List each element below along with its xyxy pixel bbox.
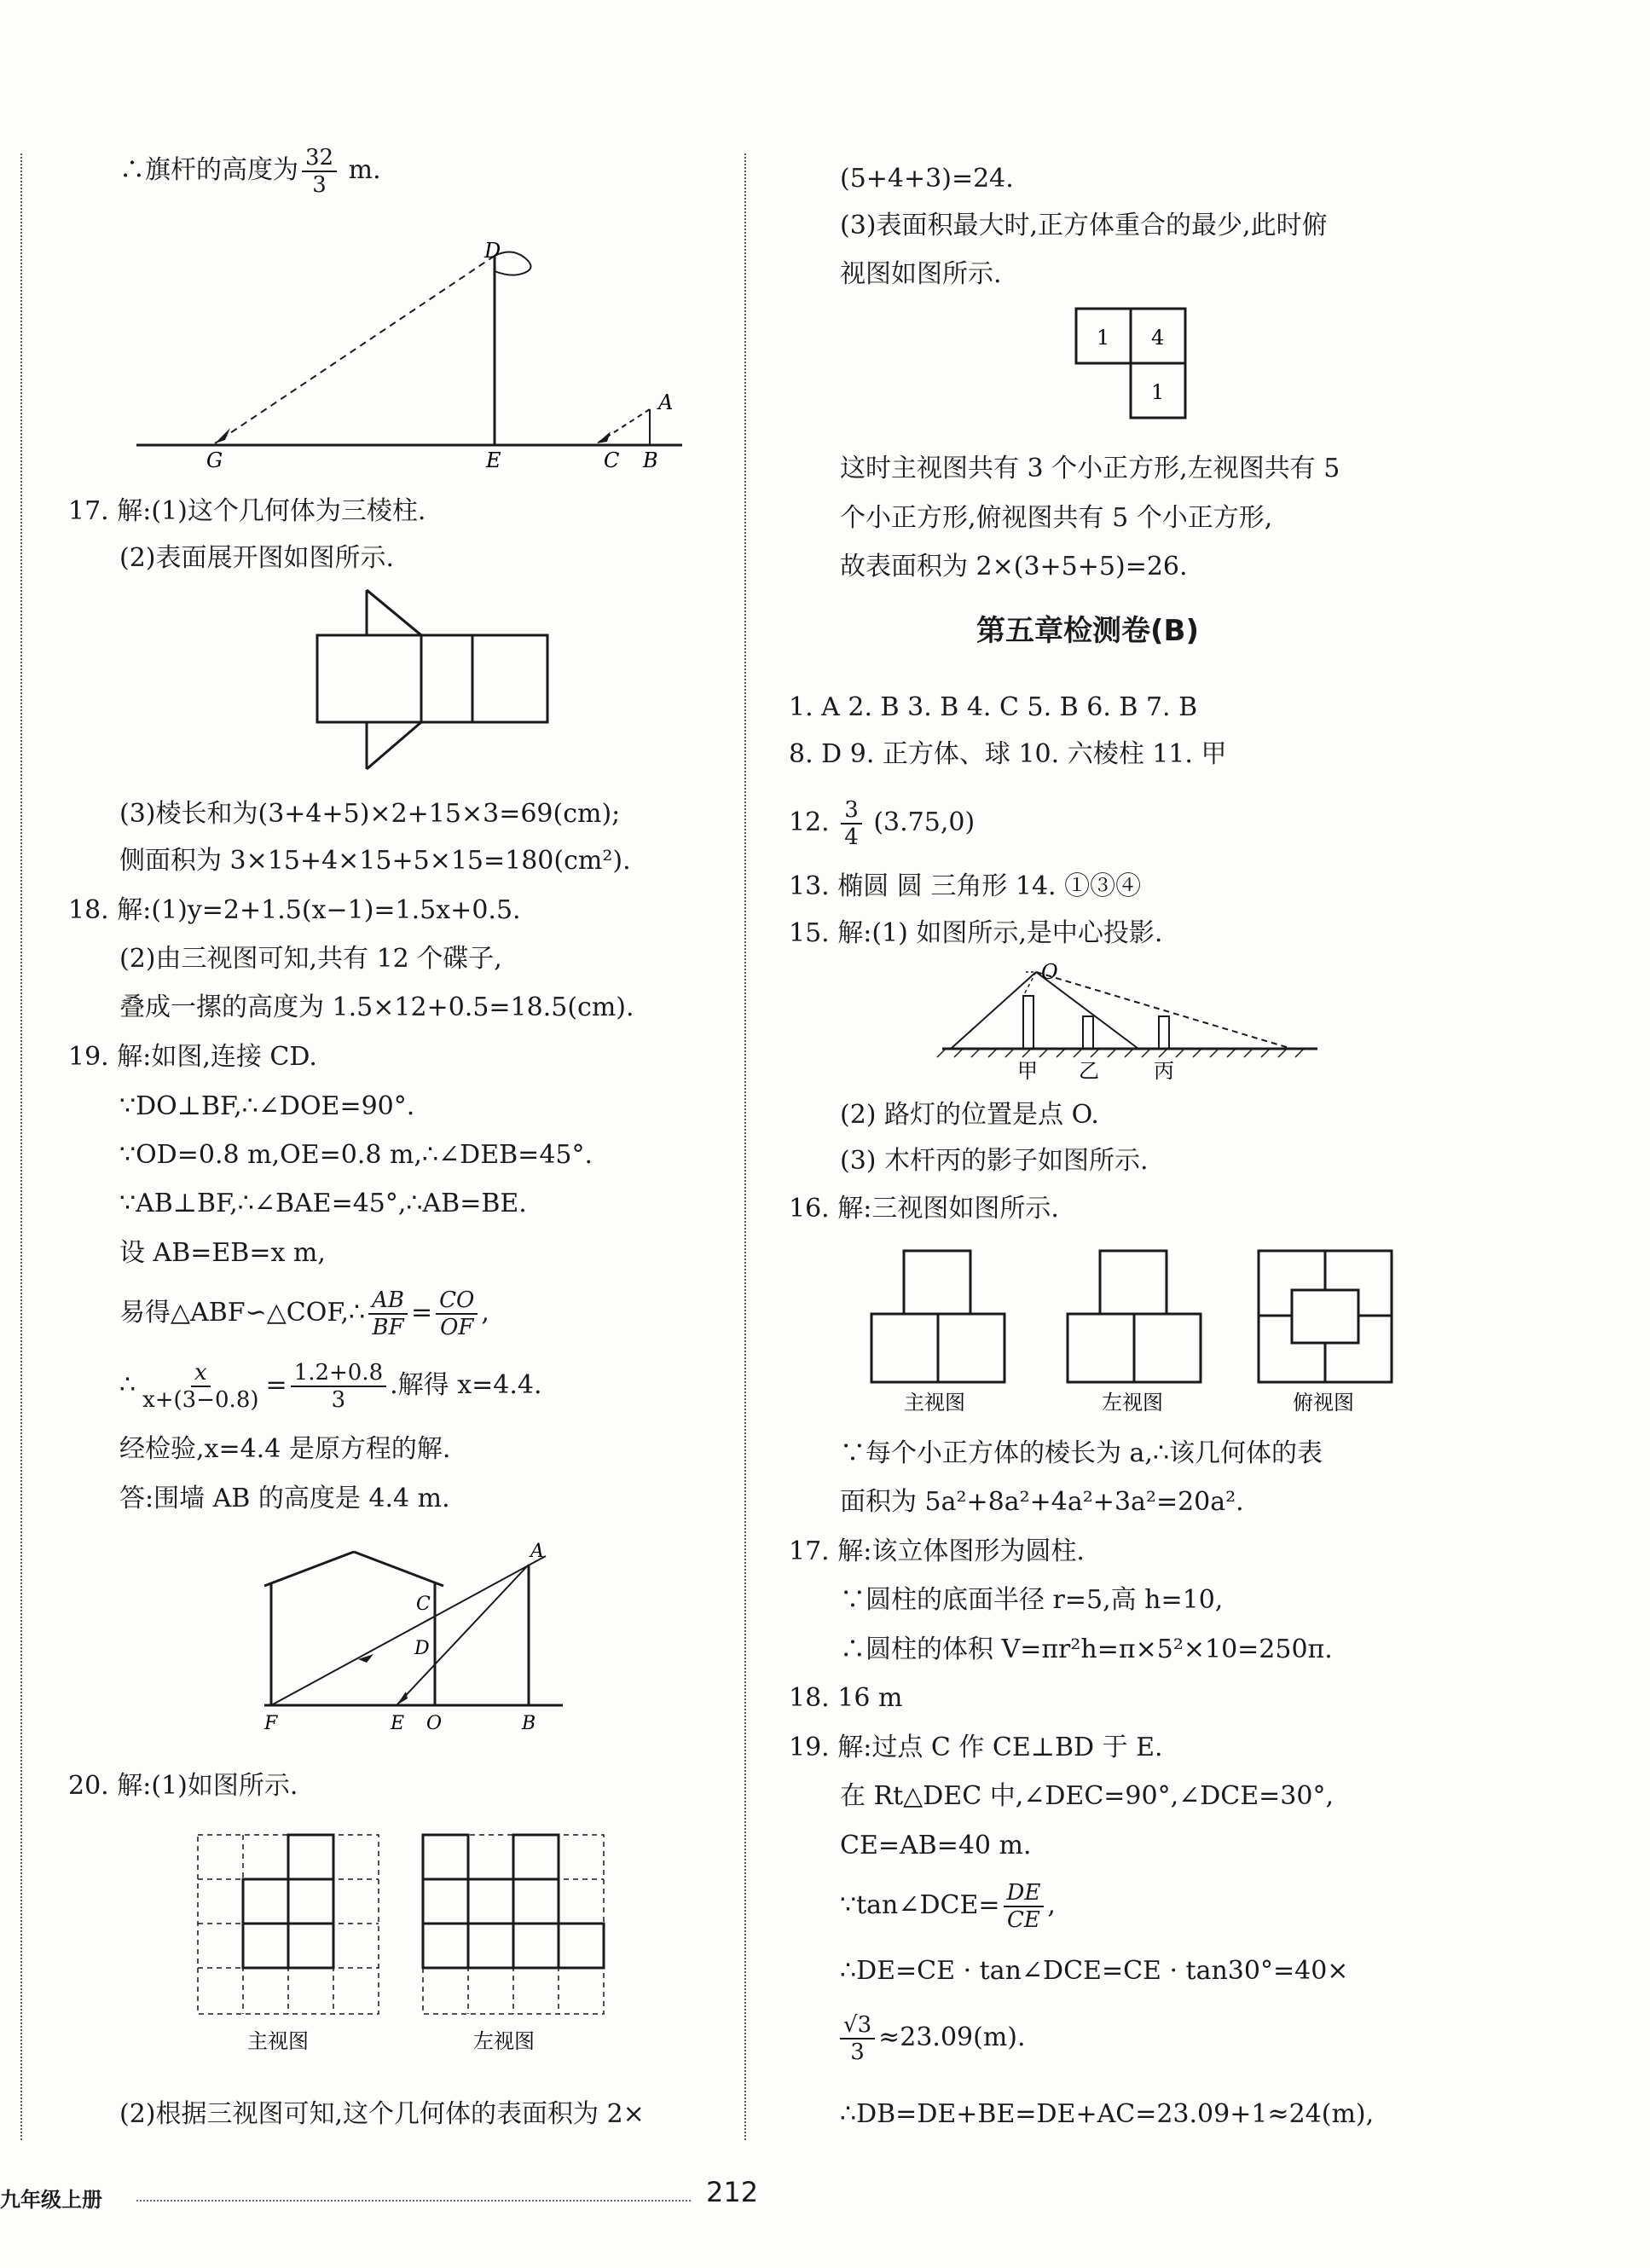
grid-caption-left: 左视图	[473, 2029, 535, 2053]
q17-line3: (3)棱长和为(3+4+5)×2+15×3=69(cm);	[119, 799, 621, 829]
answers-line5: 15. 解:(1) 如图所示,是中心投影.	[789, 918, 1163, 948]
answers-line7: (3) 木杆丙的影子如图所示.	[840, 1146, 1149, 1176]
label-yi: 乙	[1079, 1059, 1099, 1083]
page-number: 212	[706, 2176, 759, 2208]
footer-rule	[136, 2200, 691, 2201]
answers-line2: 8. D 9. 正方体、球 10. 六棱柱 11. 甲	[789, 739, 1227, 769]
label-bing: 丙	[1154, 1059, 1174, 1083]
footer-book: 九年级上册	[0, 2188, 102, 2212]
flagpole-figure	[136, 239, 733, 472]
q18-line2: (2)由三视图可知,共有 12 个碟子,	[119, 944, 502, 974]
column-divider	[744, 153, 746, 2140]
q20-line2: (2)根据三视图可知,这个几何体的表面积为 2×	[119, 2099, 645, 2129]
label-B: B	[643, 448, 658, 472]
r-line2: (3)表面积最大时,正方体重合的最少,此时俯	[840, 211, 1328, 240]
top-view-figure	[1074, 307, 1194, 426]
label-O: O	[426, 1713, 443, 1734]
r-line5: 个小正方形,俯视图共有 5 个小正方形,	[840, 503, 1273, 533]
r-line1: (5+4+3)=24.	[840, 164, 1014, 194]
label-O: O	[1041, 960, 1058, 984]
answers-line16: 在 Rt△DEC 中,∠DEC=90°,∠DCE=30°,	[840, 1781, 1334, 1811]
view-caption-front: 主视图	[904, 1391, 965, 1415]
label-C: C	[604, 448, 620, 472]
q20-line1: 20. 解:(1)如图所示.	[68, 1771, 298, 1801]
cell-value: 4	[1151, 326, 1165, 350]
q17-line2: (2)表面展开图如图所示.	[119, 543, 395, 573]
answers-line19: ∴DE=CE · tan∠DCE=CE · tan30°=40×	[840, 1956, 1349, 1986]
r-line3: 视图如图所示.	[840, 259, 1002, 289]
view-caption-left: 左视图	[1102, 1391, 1163, 1415]
q18-line3: 叠成一摞的高度为 1.5×12+0.5=18.5(cm).	[119, 992, 634, 1022]
r-line6: 故表面积为 2×(3+5+5)=26.	[840, 552, 1188, 581]
answers-line17: CE=AB=40 m.	[840, 1831, 1032, 1860]
label-jia: 甲	[1017, 1059, 1038, 1083]
q19-line5: 设 AB=EB=x m,	[119, 1238, 326, 1268]
answers-line10: 面积为 5a²+8a²+4a²+3a²=20a².	[840, 1487, 1244, 1517]
answers-line21: ∴DB=DE+BE=DE+AC=23.09+1≈24(m),	[840, 2099, 1375, 2129]
answers-line6: (2) 路灯的位置是点 O.	[840, 1100, 1099, 1130]
label-D: D	[414, 1638, 430, 1659]
q19-line7: ∴ $\frac{x}{x+(3-0.8)}$ = $\frac{1.2+0.8}{3}$ .解得 x=4.4.	[119, 1360, 542, 1413]
q19-line9: 答:围墙 AB 的高度是 4.4 m.	[119, 1484, 450, 1513]
prism-net-figure	[316, 588, 588, 776]
cell-value: 1	[1097, 326, 1110, 350]
answers-line1: 1. A 2. B 3. B 4. C 5. B 6. B 7. B	[789, 692, 1198, 722]
answers-line9: ∵每个小正方体的棱长为 a,∴该几何体的表	[840, 1438, 1323, 1468]
answers-line18: ∵tan∠DCE= $\frac{DE}{CE}$ ,	[840, 1880, 1056, 1933]
q19-line6: 易得△ABF∽△COF,∴ $\frac{AB}{BF}$ = $\frac{CO}{OF}$ ,	[119, 1287, 489, 1340]
three-views-figure	[870, 1249, 1398, 1420]
q19-line8: 经检验,x=4.4 是原方程的解.	[119, 1434, 451, 1464]
q17-line4: 侧面积为 3×15+4×15+5×15=180(cm²).	[119, 846, 631, 876]
q19-line3: ∵OD=0.8 m,OE=0.8 m,∴∠DEB=45°.	[119, 1140, 593, 1170]
answer-line: ∴旗杆的高度为 $\frac{32}{3}$ m.	[119, 145, 381, 198]
central-projection-figure	[942, 960, 1317, 1083]
answers-line8: 16. 解:三视图如图所示.	[789, 1194, 1059, 1224]
answers-line14: 18. 16 m	[789, 1683, 903, 1713]
label-E: E	[391, 1713, 405, 1734]
cell-value: 1	[1151, 380, 1165, 404]
wall-figure	[256, 1535, 657, 1739]
q19-line1: 19. 解:如图,连接 CD.	[68, 1042, 317, 1072]
answers-line12: ∵圆柱的底面半径 r=5,高 h=10,	[840, 1585, 1224, 1615]
grid-views-figure	[196, 1833, 674, 2063]
answers-line4: 13. 椭圆 圆 三角形 14. ①③④	[789, 871, 1142, 901]
binding-edge	[20, 153, 22, 2140]
label-D: D	[484, 239, 501, 263]
label-A: A	[658, 391, 674, 414]
view-caption-top: 俯视图	[1293, 1391, 1354, 1415]
label-E: E	[486, 448, 501, 472]
r-line4: 这时主视图共有 3 个小正方形,左视图共有 5	[840, 454, 1340, 483]
q19-line2: ∵DO⊥BF,∴∠DOE=90°.	[119, 1091, 415, 1121]
label-C: C	[416, 1594, 431, 1615]
q17-line1: 17. 解:(1)这个几何体为三棱柱.	[68, 496, 426, 526]
q19-line4: ∵AB⊥BF,∴∠BAE=45°,∴AB=BE.	[119, 1189, 527, 1218]
label-G: G	[206, 448, 223, 472]
answers-line20: $\frac{√3}{3}$ ≈23.09(m).	[840, 2012, 1026, 2065]
label-F: F	[264, 1713, 278, 1734]
label-A: A	[530, 1541, 544, 1562]
q18-line1: 18. 解:(1)y=2+1.5(x−1)=1.5x+0.5.	[68, 895, 521, 925]
answers-line3: 12. $\frac{3}{4}$ (3.75,0)	[789, 797, 976, 850]
section-title: 第五章检测卷(B)	[976, 614, 1199, 648]
answers-line11: 17. 解:该立体图形为圆柱.	[789, 1536, 1085, 1566]
grid-caption-front: 主视图	[247, 2029, 309, 2053]
label-B: B	[522, 1713, 536, 1734]
answers-line13: ∴圆柱的体积 V=πr²h=π×5²×10=250π.	[840, 1634, 1333, 1664]
answers-line15: 19. 解:过点 C 作 CE⊥BD 于 E.	[789, 1733, 1163, 1762]
